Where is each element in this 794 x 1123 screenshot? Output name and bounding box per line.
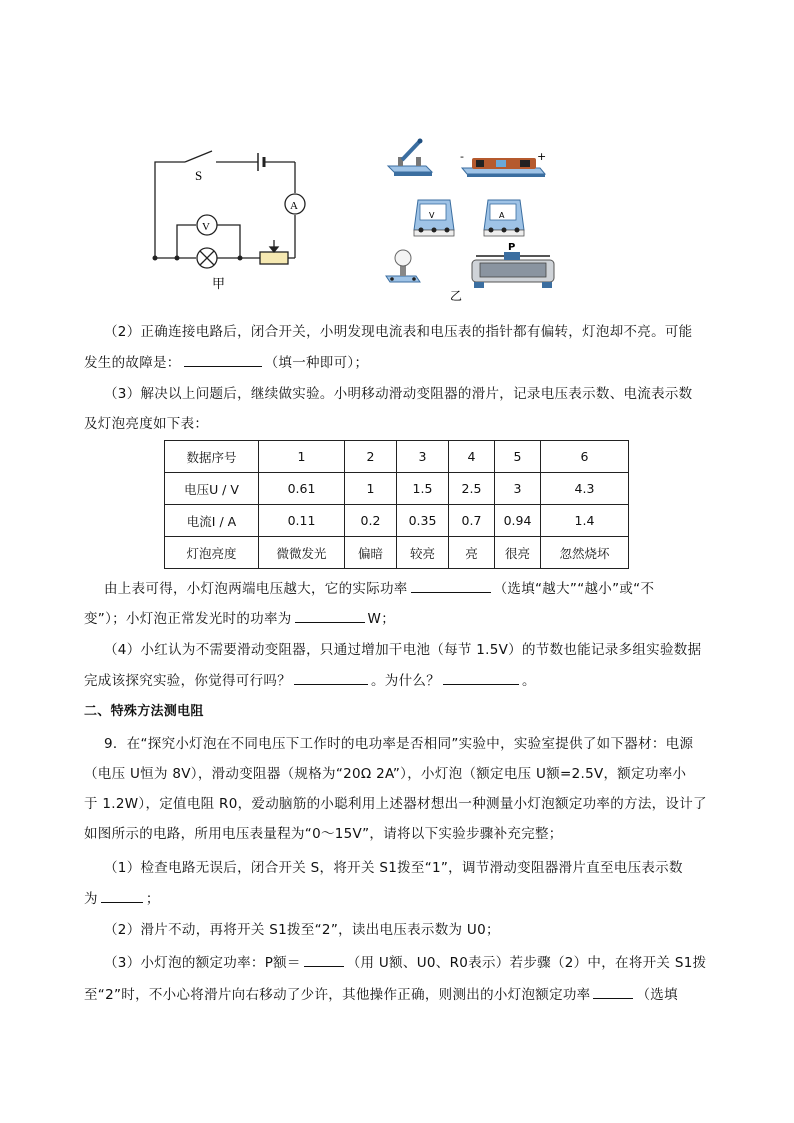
q2-line1: （2）正确连接电路后，闭合开关，小明发现电流表和电压表的指针都有偏转，灯泡却不亮。可能	[104, 324, 693, 340]
table-header-cell: 4	[449, 441, 495, 473]
row-label-voltage: 电压U / V	[165, 473, 259, 505]
circuit-diagram-jia	[150, 148, 320, 293]
section-title: 二、特殊方法测电阻	[84, 704, 204, 719]
q4-line2	[84, 670, 716, 691]
fault-answer-blank[interactable]	[184, 352, 262, 367]
caption-jia: 甲	[212, 276, 226, 291]
q9-line2: （电压 U恒为 8V），滑动变阻器（规格为“20Ω 2A”），小灯泡（额定电压 U额=2.5V，额定功率小	[84, 766, 687, 782]
lamp-holder-icon	[386, 250, 420, 282]
table-header-cell: 6	[541, 441, 629, 473]
battery-holder-icon	[462, 158, 545, 177]
table-cell: 1	[345, 473, 397, 505]
q9-step3-line2-pre: 至“2”时，不小心将滑片向右移动了少许，其他操作正确，则测出的小灯泡额定功率	[84, 987, 591, 1003]
table-cell: 3	[495, 473, 541, 505]
table-header-row	[165, 441, 629, 473]
switch-label: S	[195, 168, 203, 183]
rated-power-blank[interactable]	[295, 608, 365, 623]
voltage-reading-blank[interactable]	[101, 888, 143, 903]
q9-step3-line1-post: （用 U额、U0、R0表示）若步骤（2）中，在将开关 S1拨	[346, 955, 707, 971]
after-table-line2	[84, 608, 716, 629]
q9-line3: 于 1.2W），定值电阻 R0，爱动脑筋的小聪利用上述器材想出一种测量小灯泡额定功率的方法，设计了	[84, 796, 707, 812]
q9-step3-line2-post: （选填	[636, 987, 678, 1003]
battery-minus-label: -	[460, 150, 464, 163]
table-cell: 1.4	[541, 505, 629, 537]
after-table-line2-post: W；	[367, 611, 395, 627]
row-label-brightness: 灯泡亮度	[165, 537, 259, 569]
table-cell: 0.61	[259, 473, 345, 505]
table-row	[165, 537, 629, 569]
feasible-answer-blank[interactable]	[294, 670, 368, 685]
ammeter-label: A	[290, 200, 298, 212]
table-header-cell: 3	[397, 441, 449, 473]
battery-plus-label: +	[537, 150, 547, 163]
equipment-diagram-yi	[380, 138, 560, 308]
table-cell: 较亮	[397, 537, 449, 569]
q4-line2-mid: 。为什么？	[371, 673, 440, 689]
table-cell: 0.94	[495, 505, 541, 537]
ammeter-device-label: A	[499, 211, 505, 220]
table-cell: 0.7	[449, 505, 495, 537]
table-cell: 亮	[449, 537, 495, 569]
voltmeter-label: V	[202, 221, 210, 233]
q9-line1: 9．在“探究小灯泡在不同电压下工作时的电功率是否相同”实验中，实验室提供了如下器材：电源	[104, 736, 694, 752]
table-cell: 很亮	[495, 537, 541, 569]
rheostat-device-icon	[472, 252, 554, 288]
caption-yi: 乙	[450, 289, 463, 303]
slider-p-label: P	[508, 242, 516, 253]
table-row	[165, 473, 629, 505]
table-cell: 0.2	[345, 505, 397, 537]
table-cell: 偏暗	[345, 537, 397, 569]
q9-step1-line2-pre: 为	[84, 891, 98, 907]
q9-step2: （2）滑片不动，再将开关 S1拨至“2”，读出电压表示数为 U0；	[104, 922, 500, 938]
q9-step1-line2	[84, 888, 716, 909]
knife-switch-icon	[388, 139, 432, 177]
q9-line4: 如图所示的电路，所用电压表量程为“0～15V”，请将以下实验步骤补充完整；	[84, 826, 563, 842]
after-table-line1	[104, 578, 736, 599]
table-cell: 4.3	[541, 473, 629, 505]
q2-line2-post: （填一种即可）；	[264, 355, 369, 371]
q2-line2-pre: 发生的故障是：	[84, 355, 181, 371]
table-header-label: 数据序号	[165, 441, 259, 473]
table-cell: 1.5	[397, 473, 449, 505]
q4-line2-post: 。	[522, 673, 536, 689]
q3-line2: 及灯泡亮度如下表：	[84, 416, 209, 432]
after-table-line2-pre: 变”）；小灯泡正常发光时的功率为	[84, 611, 292, 627]
table-row	[165, 505, 629, 537]
q9-step1-line1: （1）检查电路无误后，闭合开关 S，将开关 S1拨至“1”，调节滑动变阻器滑片直至电压表示数	[104, 860, 683, 876]
after-table-line1-pre: 由上表可得，小灯泡两端电压越大，它的实际功率	[104, 581, 408, 597]
rated-power-formula-blank[interactable]	[304, 952, 344, 967]
table-header-cell: 2	[345, 441, 397, 473]
table-cell: 0.11	[259, 505, 345, 537]
data-table	[164, 440, 629, 569]
row-label-current: 电流I / A	[165, 505, 259, 537]
measured-power-trend-blank[interactable]	[593, 984, 633, 999]
table-header-cell: 5	[495, 441, 541, 473]
reason-answer-blank[interactable]	[443, 670, 519, 685]
q9-step3-line1	[104, 952, 736, 973]
table-cell: 微微发光	[259, 537, 345, 569]
q3-line1: （3）解决以上问题后，继续做实验。小明移动滑动变阻器的滑片，记录电压表示数、电流表示数	[104, 386, 693, 402]
q9-step3-line2	[84, 984, 716, 1005]
q4-line1: （4）小红认为不需要滑动变阻器，只通过增加干电池（每节 1.5V）的节数也能记录多组实验数据	[104, 642, 702, 658]
power-trend-blank[interactable]	[411, 578, 491, 593]
table-cell: 忽然烧坏	[541, 537, 629, 569]
q9-step1-line2-post: ；	[145, 891, 160, 907]
q2-line2	[84, 352, 716, 373]
table-cell: 2.5	[449, 473, 495, 505]
table-cell: 0.35	[397, 505, 449, 537]
after-table-line1-post: （选填“越大”“越小”或“不	[493, 581, 655, 597]
q4-line2-pre: 完成该探究实验，你觉得可行吗？	[84, 673, 291, 689]
table-header-cell: 1	[259, 441, 345, 473]
voltmeter-device-label: V	[429, 211, 435, 220]
q9-step3-line1-pre: （3）小灯泡的额定功率：P额＝	[104, 955, 301, 971]
